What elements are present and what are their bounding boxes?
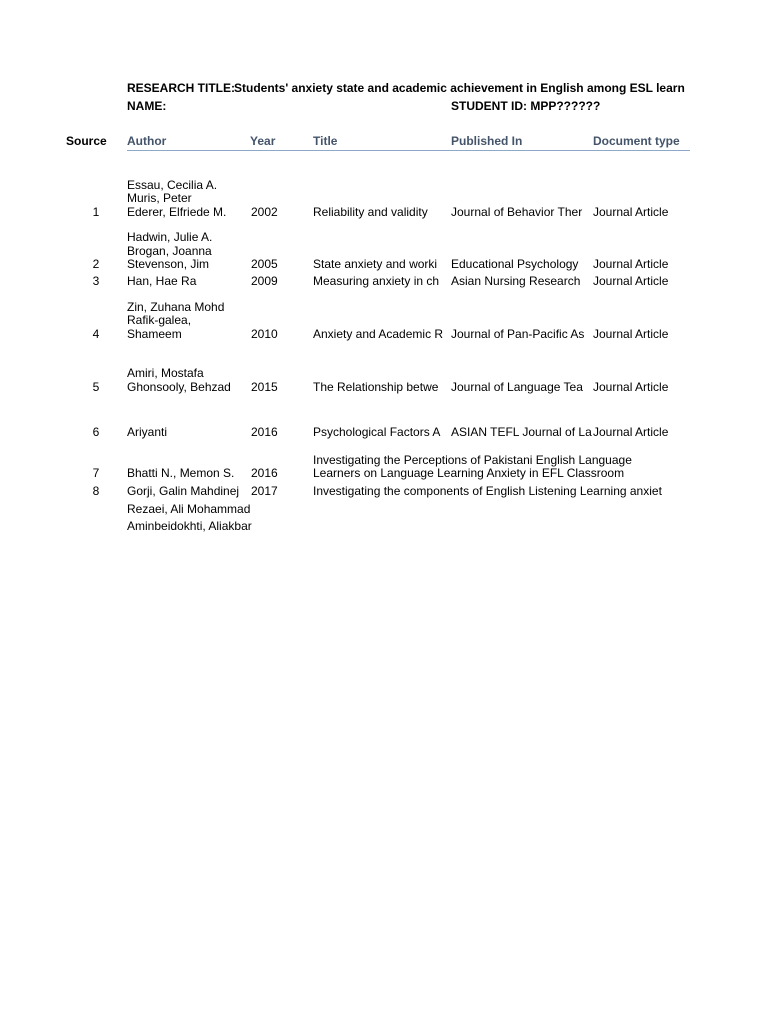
author-line: Shameem — [127, 327, 182, 341]
column-header-published-in: Published In — [451, 134, 523, 148]
author-line: Rezaei, Ali Mohammad — [127, 502, 251, 516]
column-header-author: Author — [127, 134, 167, 148]
document-type-cell: Journal Article — [593, 205, 669, 219]
author-line: Rafik-galea, — [127, 313, 192, 327]
published-in-cell: Educational Psychology — [451, 257, 579, 271]
author-line: Hadwin, Julie A. — [127, 230, 213, 244]
year-cell: 2002 — [251, 205, 278, 219]
published-in-cell: ASIAN TEFL Journal of La — [451, 425, 592, 439]
student-id-label: STUDENT ID: MPP?????? — [451, 99, 601, 113]
author-line: Stevenson, Jim — [127, 257, 210, 271]
author-line: Essau, Cecilia A. — [127, 178, 218, 192]
author-line: Ariyanti — [127, 425, 168, 439]
author-line: Ederer, Elfriede M. — [127, 205, 227, 219]
author-line: Bhatti N., Memon S. — [127, 466, 235, 480]
published-in-cell: Asian Nursing Research — [451, 274, 581, 288]
source-number: 3 — [92, 274, 100, 288]
column-header-year: Year — [250, 134, 276, 148]
title-cell: Reliability and validity — [313, 205, 428, 219]
source-number: 6 — [92, 425, 100, 439]
title-cell: Psychological Factors A — [313, 425, 441, 439]
title-cell: State anxiety and worki — [313, 257, 438, 271]
year-cell: 2005 — [251, 257, 278, 271]
author-line: Ghonsooly, Behzad — [127, 380, 231, 394]
document-type-cell: Journal Article — [593, 380, 669, 394]
year-cell: 2016 — [251, 425, 278, 439]
year-cell: 2009 — [251, 274, 278, 288]
published-in-cell: Journal of Language Tea — [451, 380, 583, 394]
research-title-label: RESEARCH TITLE: — [127, 81, 235, 95]
year-cell: 2010 — [251, 327, 278, 341]
author-line: Muris, Peter — [127, 191, 192, 205]
document-type-cell: Journal Article — [593, 257, 669, 271]
source-number: 5 — [92, 380, 100, 394]
column-header-source: Source — [66, 134, 107, 148]
document-type-cell: Journal Article — [593, 425, 669, 439]
name-label: NAME: — [127, 99, 167, 113]
title-cell: The Relationship betwe — [313, 380, 439, 394]
research-title-value: Students' anxiety state and academic achievement in English among ESL learn — [234, 81, 685, 95]
source-number: 8 — [92, 484, 100, 498]
title-line: Investigating the Perceptions of Pakistani English Language — [313, 453, 632, 467]
document-type-cell: Journal Article — [593, 274, 669, 288]
title-line: Learners on Language Learning Anxiety in EFL Classroom — [313, 466, 625, 480]
source-number: 4 — [92, 327, 100, 341]
title-cell: Anxiety and Academic R — [313, 327, 444, 341]
published-in-cell: Journal of Behavior Ther — [451, 205, 583, 219]
published-in-cell: Journal of Pan-Pacific As — [451, 327, 585, 341]
author-line: Amiri, Mostafa — [127, 366, 204, 380]
column-header-title: Title — [313, 134, 338, 148]
title-cell: Investigating the components of English Listening Learning anxiet — [313, 484, 662, 498]
source-number: 7 — [92, 466, 100, 480]
author-line: Zin, Zuhana Mohd — [127, 300, 225, 314]
source-number: 2 — [92, 257, 100, 271]
column-header-document-type: Document type — [593, 134, 680, 148]
year-cell: 2016 — [251, 466, 278, 480]
title-cell: Measuring anxiety in ch — [313, 274, 440, 288]
year-cell: 2015 — [251, 380, 278, 394]
author-line: Gorji, Galin Mahdinej — [127, 484, 240, 498]
source-number: 1 — [92, 205, 100, 219]
author-line: Brogan, Joanna — [127, 244, 212, 258]
author-line: Aminbeidokhti, Aliakbar — [127, 519, 252, 533]
document-type-cell: Journal Article — [593, 327, 669, 341]
header-underline — [127, 150, 690, 151]
author-line: Han, Hae Ra — [127, 274, 197, 288]
year-cell: 2017 — [251, 484, 278, 498]
